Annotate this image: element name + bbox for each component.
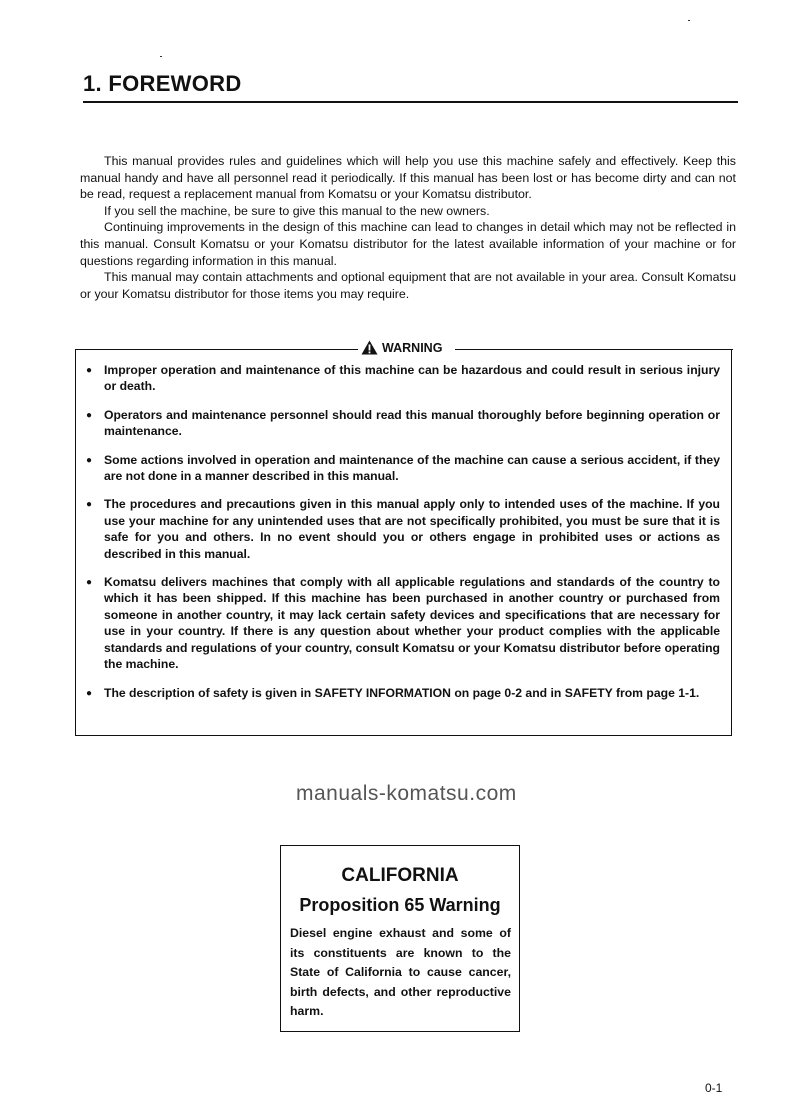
warning-item [86, 452, 720, 485]
scan-speck [688, 20, 690, 21]
bullet-icon: ● [86, 499, 93, 511]
prop65-text-body: Diesel engine exhaust and some of its constituents are known to the State of California to cause cancer, birth defects, and other reproductive [290, 926, 511, 999]
warning-item [86, 362, 720, 395]
page-title: 1. FOREWORD [83, 71, 242, 96]
title-underline [83, 101, 738, 103]
warning-list [86, 362, 720, 714]
warning-box-top-rule [455, 349, 733, 350]
warning-item [86, 574, 720, 672]
prop65-text [290, 924, 511, 1022]
bullet-icon: ● [86, 454, 93, 466]
paragraph: This manual may contain attachments and optional equipment that are not available in your area. Consult Komatsu or your Komatsu distributor for those items you may require. [80, 270, 736, 301]
paragraph: If you sell the machine, be sure to give this manual to the new owners. [104, 203, 490, 218]
warning-item [86, 496, 720, 562]
warning-box-top-rule [75, 349, 358, 350]
bullet-icon: ● [86, 365, 93, 376]
warning-item-text: The description of safety is given in SAFETY INFORMATION on page 0-2 and in SAFETY from page 1-1. [104, 685, 700, 700]
warning-item [86, 685, 720, 702]
warning-item-text: Improper operation and maintenance of this machine can be hazardous and could result in serious injury or death. [104, 363, 720, 394]
bullet-icon: ● [86, 687, 93, 699]
foreword-body [80, 153, 736, 302]
prop65-subtitle: Proposition 65 Warning [299, 895, 501, 915]
warning-item-text: The procedures and precautions given in this manual apply only to intended uses of the machine. If you use your machine for any unintended uses that are not specifically prohibited, you must be sure that it is safe for you and others. In no event should you or others engage in prohibited uses or actions as described in this manual. [104, 497, 720, 561]
paragraph: This manual provides rules and guidelines which will help you use this machine safely and effectively. Keep this manual handy and have all personnel read it periodically. If this manual has been lost or has become dirty and can not be read, request a replacement manual from Komatsu or your Komatsu distributor. [80, 154, 736, 202]
warning-item-text: Komatsu delivers machines that comply with all applicable regulations and standards of the country to which it has been shipped. If this machine has been purchased in another country or purchased from someone in another country, it may lack certain safety devices and specifications that are necessary for use in your country. If there is any question about whether your product complies with the applicable standards and regulations of your country, consult Komatsu or your Komatsu distributor before operating the machine. [104, 575, 720, 672]
bullet-icon: ● [86, 409, 93, 421]
watermark: manuals-komatsu.com [296, 782, 517, 805]
warning-label: WARNING [382, 340, 443, 355]
california-title: CALIFORNIA [341, 865, 459, 886]
warning-triangle-icon [361, 340, 378, 355]
warning-item [86, 407, 720, 440]
warning-item-text: Operators and maintenance personnel should read this manual thoroughly before beginning operation or maintenance. [104, 407, 720, 439]
prop65-text-end: harm. [290, 1004, 324, 1019]
warning-item-text: Some actions involved in operation and maintenance of the machine can cause a serious accident, if they are not done in a manner described in this manual. [104, 452, 720, 484]
bullet-icon: ● [86, 577, 93, 589]
california-prop65-box [280, 845, 520, 1032]
scan-speck [160, 56, 162, 57]
warning-header [361, 340, 442, 355]
paragraph: Continuing improvements in the design of this machine can lead to changes in detail which may not be reflected in this manual. Consult Komatsu or your Komatsu distributor for the latest available information of your machine or for questions regarding information in this manual. [80, 220, 736, 268]
page-number: 0-1 [705, 1081, 723, 1095]
